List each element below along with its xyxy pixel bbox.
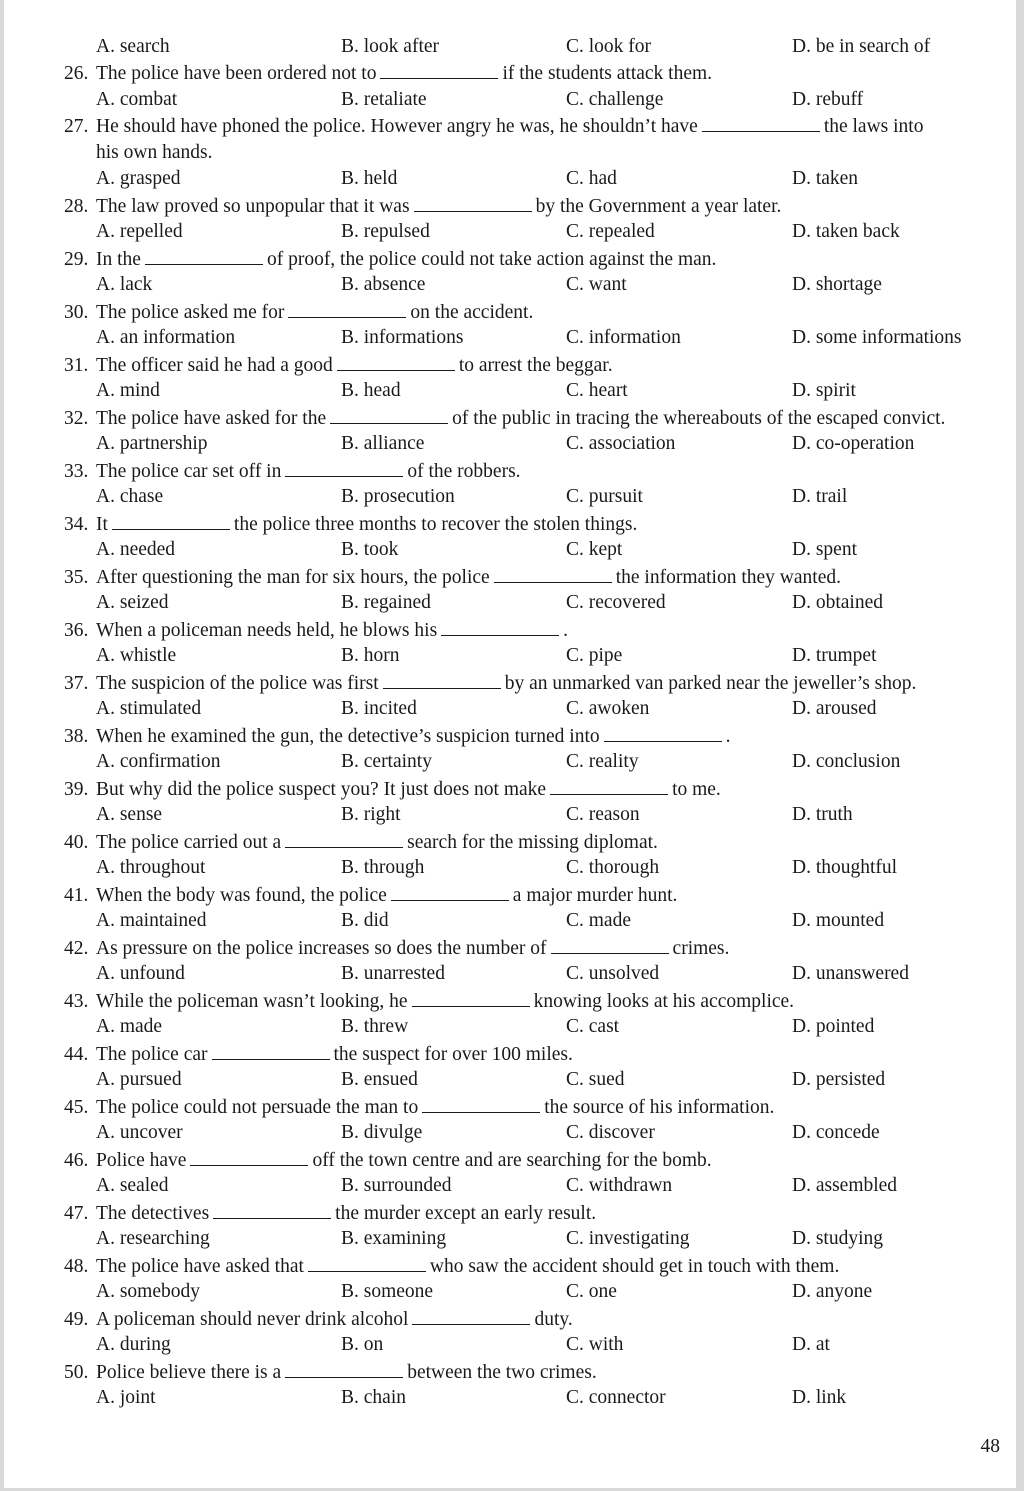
option-d[interactable]: D. studying: [792, 1228, 884, 1249]
question-number: 37.: [64, 672, 89, 694]
question-text-after: of the public in tracing the whereabouts of the escaped convict.: [452, 407, 946, 429]
question-text-after: search for the missing diplomat.: [407, 831, 658, 853]
option-a[interactable]: A. mind: [96, 380, 160, 401]
answer-blank[interactable]: [414, 193, 532, 212]
question-number: 29.: [64, 248, 89, 270]
question-number: 26.: [64, 63, 89, 84]
option-d[interactable]: D. obtained: [792, 592, 883, 613]
option-a[interactable]: A. sense: [96, 804, 163, 825]
question-text-after: between the two crimes.: [407, 1361, 597, 1383]
question-number: 43.: [64, 990, 89, 1012]
option-d[interactable]: D. shortage: [792, 274, 882, 295]
option-d[interactable]: D. taken: [792, 168, 859, 189]
option-b[interactable]: B. right: [341, 804, 401, 825]
question-text-after: the murder except an early result.: [335, 1202, 597, 1224]
question-stem: [64, 564, 841, 591]
question-stem: [64, 617, 568, 644]
option-d: D. be in search of: [792, 36, 931, 57]
question-number: 41.: [64, 884, 89, 906]
question-text-after: off the town centre and are searching for the bomb.: [312, 1149, 712, 1171]
option-b[interactable]: B. threw: [341, 1016, 409, 1037]
option-b[interactable]: B. head: [341, 380, 401, 401]
option-c[interactable]: C. reason: [566, 804, 640, 825]
answer-blank[interactable]: [145, 246, 263, 265]
option-a[interactable]: A. lack: [96, 274, 153, 295]
option-b: B. look after: [341, 36, 440, 57]
option-c[interactable]: C. recovered: [566, 592, 666, 613]
option-c[interactable]: C. with: [566, 1334, 624, 1355]
answer-blank[interactable]: [190, 1147, 308, 1166]
question-number: 28.: [64, 195, 89, 217]
answer-blank[interactable]: [212, 1041, 330, 1060]
question-number: 27.: [64, 116, 89, 137]
option-d[interactable]: D. some informations: [792, 327, 962, 348]
option-a[interactable]: A. throughout: [96, 857, 206, 878]
question-number: 34.: [64, 513, 89, 535]
option-c[interactable]: C. unsolved: [566, 963, 660, 984]
question-text-before: In the: [96, 248, 141, 270]
option-c[interactable]: C. reality: [566, 751, 639, 772]
option-b[interactable]: B. through: [341, 857, 425, 878]
option-b[interactable]: B. incited: [341, 698, 417, 719]
option-c[interactable]: C. connector: [566, 1387, 666, 1408]
option-d[interactable]: D. link: [792, 1387, 847, 1408]
page-number: 48: [980, 1436, 1000, 1457]
question-number: 50.: [64, 1361, 89, 1383]
question-stem: [64, 1306, 573, 1333]
question-text-before: He should have phoned the police. However angry he was, he shouldn’t have: [96, 116, 698, 137]
option-b[interactable]: B. took: [341, 539, 399, 560]
option-d[interactable]: D. trumpet: [792, 645, 877, 666]
option-d[interactable]: D. persisted: [792, 1069, 886, 1090]
option-a[interactable]: A. repelled: [96, 221, 183, 242]
option-a[interactable]: A. grasped: [96, 168, 181, 189]
option-a[interactable]: A. seized: [96, 592, 169, 613]
option-c[interactable]: C. had: [566, 168, 617, 189]
answer-blank[interactable]: [702, 113, 820, 132]
option-b[interactable]: B. ensued: [341, 1069, 418, 1090]
question-text-after: crimes.: [672, 937, 730, 959]
option-a[interactable]: A. whistle: [96, 645, 177, 666]
question-stem: [64, 113, 923, 140]
question-text-after: .: [563, 619, 569, 641]
question-text-after: to arrest the beggar.: [458, 354, 613, 376]
question-text-before: While the policeman wasn’t looking, he: [96, 990, 408, 1012]
answer-blank[interactable]: [285, 829, 403, 848]
option-d[interactable]: D. truth: [792, 804, 853, 825]
question-text-after: who saw the accident should get in touch with them.: [429, 1255, 840, 1277]
option-a[interactable]: A. pursued: [96, 1069, 182, 1090]
option-d[interactable]: D. thoughtful: [792, 857, 898, 878]
answer-blank[interactable]: [308, 1253, 426, 1272]
question-text-before: The suspicion of the police was first: [96, 672, 379, 694]
option-b[interactable]: B. alliance: [341, 433, 425, 454]
option-c[interactable]: C. thorough: [566, 857, 660, 878]
option-b[interactable]: B. certainty: [341, 751, 432, 772]
question-stem: [64, 829, 658, 856]
option-d[interactable]: D. trail: [792, 486, 848, 507]
option-b[interactable]: B. unarrested: [341, 963, 445, 984]
answer-blank[interactable]: [412, 988, 530, 1007]
question-number: 40.: [64, 831, 89, 853]
option-c[interactable]: C. one: [566, 1281, 617, 1302]
option-d[interactable]: D. taken back: [792, 221, 900, 242]
question-stem: [64, 60, 712, 87]
question-stem: [64, 1094, 774, 1121]
answer-blank[interactable]: [285, 458, 403, 477]
option-c[interactable]: C. pursuit: [566, 486, 643, 507]
answer-blank[interactable]: [330, 405, 448, 424]
answer-blank[interactable]: [391, 882, 509, 901]
question-text-after: to me.: [672, 778, 721, 800]
question-stem: [64, 352, 613, 379]
option-a[interactable]: A. joint: [96, 1387, 156, 1408]
question-text-after: the suspect for over 100 miles.: [333, 1043, 573, 1065]
question-text-after: if the students attack them.: [502, 63, 713, 84]
question-stem: [64, 511, 637, 538]
question-text-after: a major murder hunt.: [512, 884, 678, 906]
question-number: 48.: [64, 1255, 89, 1277]
option-a[interactable]: A. stimulated: [96, 698, 202, 719]
option-d[interactable]: D. anyone: [792, 1281, 873, 1302]
question-text-before: The law proved so unpopular that it was: [96, 195, 410, 217]
option-c[interactable]: C. heart: [566, 380, 628, 401]
question-text-before: The police car: [96, 1043, 208, 1065]
option-b[interactable]: B. surrounded: [341, 1175, 452, 1196]
question-number: 35.: [64, 566, 89, 588]
question-text-before: After questioning the man for six hours, the police: [96, 566, 490, 588]
option-c[interactable]: C. repealed: [566, 221, 655, 242]
question-text-before: It: [96, 513, 108, 535]
question-number: 45.: [64, 1096, 89, 1118]
question-text-before: As pressure on the police increases so does the number of: [96, 937, 547, 959]
question-text-before: The police have been ordered not to: [96, 63, 377, 84]
answer-blank[interactable]: [551, 935, 669, 954]
question-number: 46.: [64, 1149, 89, 1171]
question-stem: [64, 882, 677, 909]
option-d[interactable]: D. co-operation: [792, 433, 915, 454]
answer-blank[interactable]: [288, 299, 406, 318]
option-c[interactable]: C. association: [566, 433, 676, 454]
question-text-after: by the Government a year later.: [535, 195, 782, 217]
option-b[interactable]: B. divulge: [341, 1122, 423, 1143]
option-c[interactable]: C. made: [566, 910, 631, 931]
option-a[interactable]: A. made: [96, 1016, 163, 1037]
option-a[interactable]: A. combat: [96, 88, 178, 110]
question-text-after: .: [725, 725, 731, 747]
question-text-after: of the robbers.: [407, 460, 521, 482]
option-d[interactable]: D. mounted: [792, 910, 885, 931]
question-text-before: Police believe there is a: [96, 1361, 282, 1383]
option-c[interactable]: C. information: [566, 327, 681, 348]
question-stem: [64, 1253, 839, 1280]
option-b[interactable]: B. horn: [341, 645, 400, 666]
question-number: 36.: [64, 619, 89, 641]
answer-blank[interactable]: [494, 564, 612, 583]
question-number: 33.: [64, 460, 89, 482]
question-number: 30.: [64, 301, 89, 323]
option-c[interactable]: C. investigating: [566, 1228, 690, 1249]
option-b[interactable]: B. retaliate: [341, 88, 427, 110]
option-c[interactable]: C. cast: [566, 1016, 620, 1037]
question-stem: [64, 1147, 712, 1174]
option-c[interactable]: C. awoken: [566, 698, 650, 719]
option-a[interactable]: A. partnership: [96, 433, 208, 454]
option-c[interactable]: C. sued: [566, 1069, 625, 1090]
option-c[interactable]: C. kept: [566, 539, 623, 560]
option-d[interactable]: D. spirit: [792, 380, 856, 401]
question-text-after: on the accident.: [410, 301, 534, 323]
option-d[interactable]: D. at: [792, 1334, 830, 1355]
question-stem: [64, 1359, 597, 1386]
question-text-after: the laws into: [823, 116, 924, 137]
answer-blank[interactable]: [422, 1094, 540, 1113]
option-a: A. search: [96, 36, 170, 57]
option-a[interactable]: A. needed: [96, 539, 176, 560]
question-number: 38.: [64, 725, 89, 747]
question-text-before: The police car set off in: [96, 460, 282, 482]
question-stem: [64, 776, 721, 803]
question-number: 47.: [64, 1202, 89, 1224]
answer-blank[interactable]: [604, 723, 722, 742]
option-c[interactable]: C. discover: [566, 1122, 655, 1143]
option-a[interactable]: A. an information: [96, 327, 236, 348]
option-a[interactable]: A. chase: [96, 486, 164, 507]
question-text-before: The detectives: [96, 1202, 210, 1224]
option-a[interactable]: A. uncover: [96, 1122, 183, 1143]
option-c[interactable]: C. withdrawn: [566, 1175, 673, 1196]
question-text-after: knowing looks at his accomplice.: [533, 990, 795, 1012]
answer-blank[interactable]: [412, 1306, 530, 1325]
answer-blank[interactable]: [383, 670, 501, 689]
option-d[interactable]: D. unanswered: [792, 963, 909, 984]
question-stem: [64, 1041, 573, 1068]
option-b[interactable]: B. absence: [341, 274, 426, 295]
answer-blank[interactable]: [550, 776, 668, 795]
question-stem: [64, 458, 521, 485]
question-stem: [64, 670, 916, 697]
question-stem: [64, 405, 945, 432]
option-c[interactable]: C. want: [566, 274, 627, 295]
question-text-before: The officer said he had a good: [96, 354, 333, 376]
question-number: 44.: [64, 1043, 89, 1065]
question-number: 42.: [64, 937, 89, 959]
option-c[interactable]: C. pipe: [566, 645, 623, 666]
question-stem: [64, 723, 731, 750]
option-b[interactable]: B. someone: [341, 1281, 434, 1302]
question-text-before: A policeman should never drink alcohol: [96, 1308, 409, 1330]
answer-blank[interactable]: [285, 1359, 403, 1378]
question-text-before: Police have: [96, 1149, 187, 1171]
option-c[interactable]: C. challenge: [566, 88, 664, 110]
option-d[interactable]: D. conclusion: [792, 751, 901, 772]
question-stem: [64, 193, 781, 220]
option-d[interactable]: D. assembled: [792, 1175, 898, 1196]
option-b[interactable]: B. examining: [341, 1228, 447, 1249]
option-b[interactable]: B. informations: [341, 327, 464, 348]
worksheet-page: [4, 0, 1016, 1488]
question-text-before: The police asked me for: [96, 301, 285, 323]
option-d[interactable]: D. spent: [792, 539, 857, 560]
option-a[interactable]: A. maintained: [96, 910, 207, 931]
option-b[interactable]: B. regained: [341, 592, 431, 613]
option-a[interactable]: A. during: [96, 1334, 171, 1355]
question-stem: [64, 935, 729, 962]
option-a[interactable]: A. confirmation: [96, 751, 221, 772]
question-stem: [64, 299, 533, 326]
answer-blank[interactable]: [380, 60, 498, 79]
option-a[interactable]: A. researching: [96, 1228, 210, 1249]
option-d[interactable]: D. rebuff: [792, 88, 864, 110]
question-text-after: duty.: [534, 1308, 573, 1330]
question-stem: [64, 1200, 596, 1227]
question-text-before: When a policeman needs held, he blows his: [96, 619, 438, 641]
option-b[interactable]: B. held: [341, 168, 398, 189]
question-number: 39.: [64, 778, 89, 800]
question-text-after: the source of his information.: [544, 1096, 775, 1118]
option-a[interactable]: A. somebody: [96, 1281, 200, 1302]
option-b[interactable]: B. repulsed: [341, 221, 430, 242]
option-d[interactable]: D. concede: [792, 1122, 880, 1143]
question-text-before: When he examined the gun, the detective’s suspicion turned into: [96, 725, 600, 747]
question-stem: [64, 246, 716, 273]
question-text-before: But why did the police suspect you? It just does not make: [96, 778, 547, 800]
answer-blank[interactable]: [112, 511, 230, 530]
option-a[interactable]: A. sealed: [96, 1175, 169, 1196]
question-text-before: The police carried out a: [96, 831, 282, 853]
option-b[interactable]: B. chain: [341, 1387, 406, 1408]
question-text-before: The police could not persuade the man to: [96, 1096, 419, 1118]
question-text-before: When the body was found, the police: [96, 884, 387, 906]
question-text-before: The police have asked for the: [96, 407, 327, 429]
answer-blank[interactable]: [441, 617, 559, 636]
question-text-after: by an unmarked van parked near the jeweller’s shop.: [504, 672, 917, 694]
option-d[interactable]: D. pointed: [792, 1016, 875, 1037]
question-text-after: the information they wanted.: [615, 566, 841, 588]
question-text-after: the police three months to recover the stolen things.: [233, 513, 638, 535]
question-number: 49.: [64, 1308, 89, 1330]
question-text-after: of proof, the police could not take action against the man.: [266, 248, 717, 270]
question-stem: [64, 988, 794, 1015]
question-number: 31.: [64, 354, 89, 376]
option-b[interactable]: B. did: [341, 910, 389, 931]
option-b[interactable]: B. on: [341, 1334, 384, 1355]
answer-blank[interactable]: [337, 352, 455, 371]
option-a[interactable]: A. unfound: [96, 963, 185, 984]
option-d[interactable]: D. aroused: [792, 698, 877, 719]
question-text-before: The police have asked that: [96, 1255, 304, 1277]
question-number: 32.: [64, 407, 89, 429]
option-b[interactable]: B. prosecution: [341, 486, 455, 507]
option-c: C. look for: [566, 36, 652, 57]
answer-blank[interactable]: [213, 1200, 331, 1219]
question-continuation: his own hands.: [96, 141, 213, 163]
